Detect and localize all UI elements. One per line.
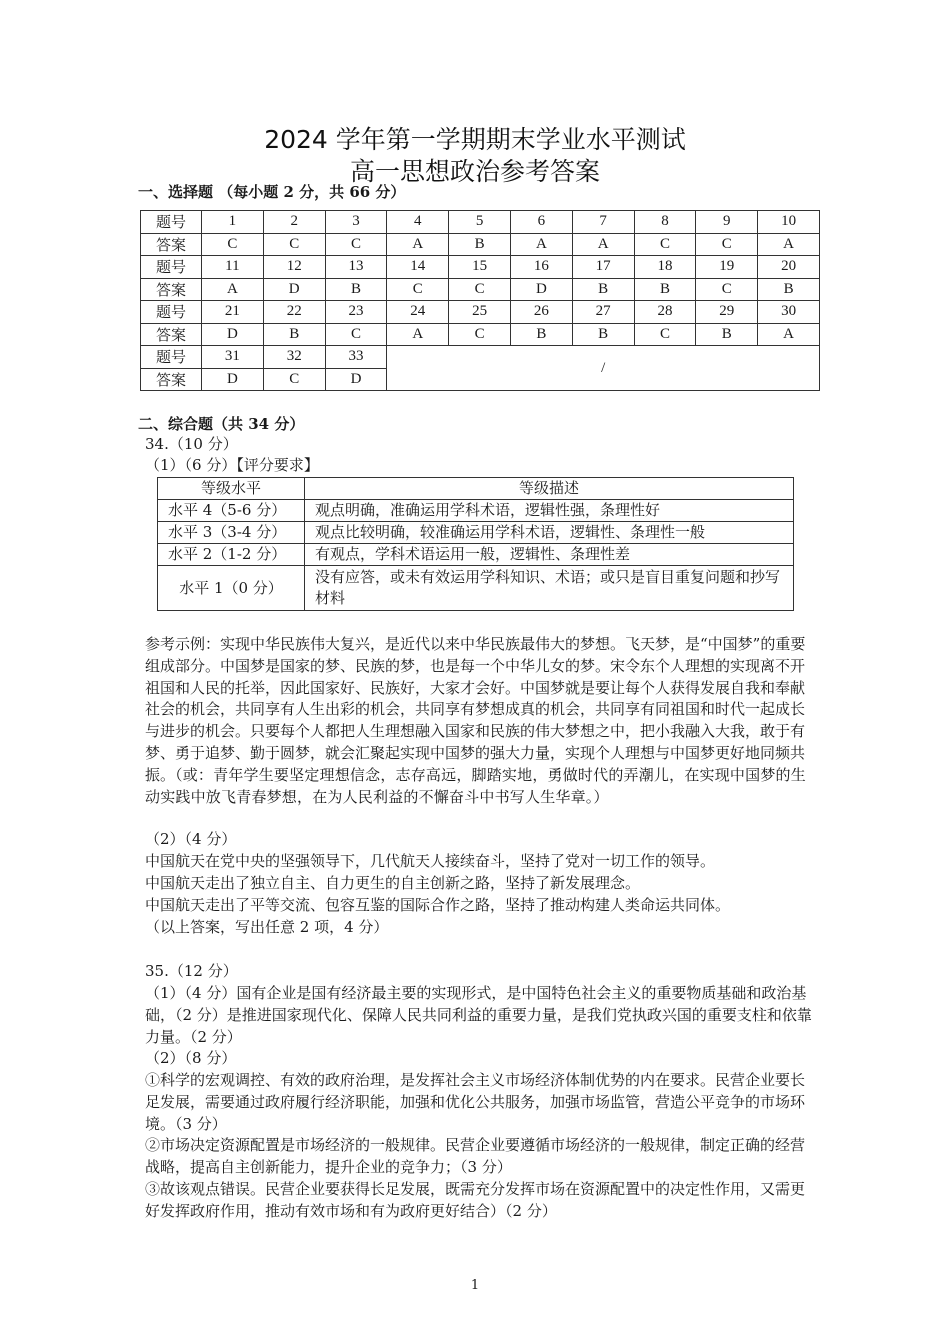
answer-cell: B <box>758 278 820 301</box>
question-number-cell: 25 <box>449 301 511 324</box>
row-label-answer: 答案 <box>141 278 202 301</box>
answer-cell: C <box>387 278 449 301</box>
answer-cell: D <box>202 368 264 391</box>
question-number-cell: 6 <box>510 211 572 234</box>
section2-heading: 二、综合题（共 34 分） <box>138 415 305 433</box>
level-cell: 水平 1（0 分） <box>158 566 305 611</box>
answer-row <box>141 233 820 256</box>
level-cell: 水平 2（1-2 分） <box>158 544 305 566</box>
question-number-cell: 18 <box>634 256 696 279</box>
answer-cell: A <box>387 323 449 346</box>
q35-part1: （1）（4 分）国有企业是国有经济最主要的实现形式，是中国特色社会主义的重要物质基础和政治基础，（2 分）是推进国家现代化、保障人民共同利益的重要力量，是我们党执政兴国的重要支柱和依靠力量。（2 分） <box>145 984 812 1046</box>
row-label-question: 题号 <box>141 256 202 279</box>
answer-cell: C <box>263 233 325 256</box>
answer-cell: A <box>758 323 820 346</box>
table-header-row <box>158 478 794 500</box>
example-text: 参考示例：实现中华民族伟大复兴，是近代以来中华民族最伟大的梦想。飞天梦，是“中国梦”的重要组成部分。中国梦是国家的梦、民族的梦，也是每一个中华儿女的梦。宋令东个人理想的实现离不开祖国和人民的托举，因此国家好、民族好，大家才会好。中国梦就是要让每个人获得发展自我和奉献社会的机会，共同享有人生出彩的机会，共同享有梦想成真的机会，共同享有同祖国和时代一起成长与进步的机会。只要每个人都把人生理想融入国家和民族的伟大梦想之中，把小我融入大我，敢于有梦、勇于追梦、勤于圆梦，就会汇聚起实现中国梦的强大力量，实现个人理想与中国梦更好地同频共振。 <box>145 635 806 784</box>
q34-part1-title: （1）（6 分）【评分要求】 <box>145 456 319 474</box>
answer-cell: B <box>325 278 387 301</box>
question-number-row <box>141 211 820 234</box>
question-number-cell: 20 <box>758 256 820 279</box>
q34-part2-line: 中国航天走出了平等交流、包容互鉴的国际合作之路，坚持了推动构建人类命运共同体。 <box>145 896 731 914</box>
question-number-cell: 14 <box>387 256 449 279</box>
answer-row <box>141 323 820 346</box>
answer-cell: C <box>696 278 758 301</box>
q35-part2-title: （2）（8 分） <box>145 1049 237 1067</box>
answer-row <box>141 278 820 301</box>
question-number-cell: 23 <box>325 301 387 324</box>
answer-cell: A <box>202 278 264 301</box>
answer-cell: B <box>572 323 634 346</box>
question-number-cell: 32 <box>263 346 325 369</box>
table-row <box>158 566 794 611</box>
question-number-cell: 7 <box>572 211 634 234</box>
q35-point: ③故该观点错误。民营企业要获得长足发展，既需充分发挥市场在资源配置中的决定性作用，又需更好发挥政府作用，推动有效市场和有为政府更好结合）（2 分） <box>145 1180 806 1220</box>
row-label-answer: 答案 <box>141 323 202 346</box>
question-number-cell: 15 <box>449 256 511 279</box>
q34-part2-note: （以上答案，写出任意 2 项，4 分） <box>145 918 389 936</box>
question-number-cell: 8 <box>634 211 696 234</box>
answer-cell: C <box>202 233 264 256</box>
description-cell: 没有应答，或未有效运用学科知识、术语；或只是盲目重复问题和抄写材料 <box>305 566 794 611</box>
q34-part2-line: 中国航天在党中央的坚强领导下，几代航天人接续奋斗，坚持了党对一切工作的领导。 <box>145 852 716 870</box>
level-cell: 水平 4（5-6 分） <box>158 500 305 522</box>
answer-cell: C <box>325 233 387 256</box>
header-description: 等级描述 <box>305 478 794 500</box>
question-number-cell: 31 <box>202 346 264 369</box>
question-number-cell: 33 <box>325 346 387 369</box>
q34-title: 34.（10 分） <box>145 435 238 453</box>
table-row <box>158 544 794 566</box>
question-number-cell: 17 <box>572 256 634 279</box>
row-label-answer: 答案 <box>141 368 202 391</box>
row-label-question: 题号 <box>141 301 202 324</box>
question-number-cell: 30 <box>758 301 820 324</box>
header-level: 等级水平 <box>158 478 305 500</box>
answer-cell: A <box>510 233 572 256</box>
question-number-cell: 12 <box>263 256 325 279</box>
page-number: 1 <box>470 1278 480 1293</box>
answer-cell: B <box>696 323 758 346</box>
row-label-question: 题号 <box>141 346 202 369</box>
answer-cell: B <box>572 278 634 301</box>
answer-cell: D <box>510 278 572 301</box>
description-cell: 有观点，学科术语运用一般，逻辑性、条理性差 <box>305 544 794 566</box>
question-number-cell: 9 <box>696 211 758 234</box>
answer-cell: C <box>263 368 325 391</box>
answer-cell: A <box>572 233 634 256</box>
question-number-cell: 24 <box>387 301 449 324</box>
empty-cell: / <box>387 346 820 391</box>
question-number-cell: 19 <box>696 256 758 279</box>
answer-cell: A <box>387 233 449 256</box>
answer-cell: D <box>202 323 264 346</box>
question-number-row <box>141 301 820 324</box>
q35-point: ②市场决定资源配置是市场经济的一般规律。民营企业要遵循市场经济的一般规律，制定正确的经营战略，提高自主创新能力，提升企业的竞争力；（3 分） <box>145 1136 806 1176</box>
question-number-row <box>141 346 820 369</box>
answer-cell: C <box>634 323 696 346</box>
grading-level-table <box>157 477 794 611</box>
exam-title: 2024 学年第一学期期末学业水平测试 <box>264 125 686 154</box>
row-label-answer: 答案 <box>141 233 202 256</box>
answer-cell: B <box>634 278 696 301</box>
description-cell: 观点明确，准确运用学科术语，逻辑性强，条理性好 <box>305 500 794 522</box>
answer-key-title: 高一思想政治参考答案 <box>349 157 600 186</box>
level-cell: 水平 3（3-4 分） <box>158 522 305 544</box>
q35-point: ①科学的宏观调控、有效的政府治理，是发挥社会主义市场经济体制优势的内在要求。民营企业要长足发展，需要通过政府履行经济职能，加强和优化公共服务，加强市场监管，营造公平竞争的市场环境。（3 分） <box>145 1071 806 1133</box>
q35-title: 35.（12 分） <box>145 962 238 980</box>
question-number-cell: 21 <box>202 301 264 324</box>
row-label-question: 题号 <box>141 211 202 234</box>
q34-part2-title: （2）（4 分） <box>145 830 237 848</box>
question-number-cell: 10 <box>758 211 820 234</box>
question-number-cell: 1 <box>202 211 264 234</box>
question-number-cell: 4 <box>387 211 449 234</box>
example-alt-text: （或：青年学生要坚定理想信念，志存高远，脚踏实地，勇做时代的弄潮儿，在实现中国梦的生动实践中放飞青春梦想，在为人民利益的不懈奋斗中书写人生华章。） <box>145 765 806 806</box>
question-number-cell: 28 <box>634 301 696 324</box>
section1-heading: 一、选择题 （每小题 2 分，共 66 分） <box>138 183 406 201</box>
answer-cell: C <box>696 233 758 256</box>
question-number-cell: 26 <box>510 301 572 324</box>
question-number-row <box>141 256 820 279</box>
question-number-cell: 16 <box>510 256 572 279</box>
q34-part2-line: 中国航天走出了独立自主、自力更生的自主创新之路，坚持了新发展理念。 <box>145 874 641 892</box>
description-cell: 观点比较明确，较准确运用学科术语，逻辑性、条理性一般 <box>305 522 794 544</box>
question-number-cell: 11 <box>202 256 264 279</box>
question-number-cell: 29 <box>696 301 758 324</box>
answer-cell: D <box>325 368 387 391</box>
answer-cell: C <box>449 323 511 346</box>
answer-cell: A <box>758 233 820 256</box>
question-number-cell: 27 <box>572 301 634 324</box>
multiple-choice-answer-table <box>140 210 820 391</box>
answer-cell: D <box>263 278 325 301</box>
question-number-cell: 3 <box>325 211 387 234</box>
question-number-cell: 13 <box>325 256 387 279</box>
question-number-cell: 5 <box>449 211 511 234</box>
table-row <box>158 522 794 544</box>
table-row <box>158 500 794 522</box>
answer-cell: B <box>263 323 325 346</box>
answer-cell: C <box>325 323 387 346</box>
question-number-cell: 22 <box>263 301 325 324</box>
question-number-cell: 2 <box>263 211 325 234</box>
answer-cell: C <box>449 278 511 301</box>
answer-cell: B <box>449 233 511 256</box>
answer-cell: C <box>634 233 696 256</box>
q34-example-answer <box>145 634 815 808</box>
answer-cell: B <box>510 323 572 346</box>
